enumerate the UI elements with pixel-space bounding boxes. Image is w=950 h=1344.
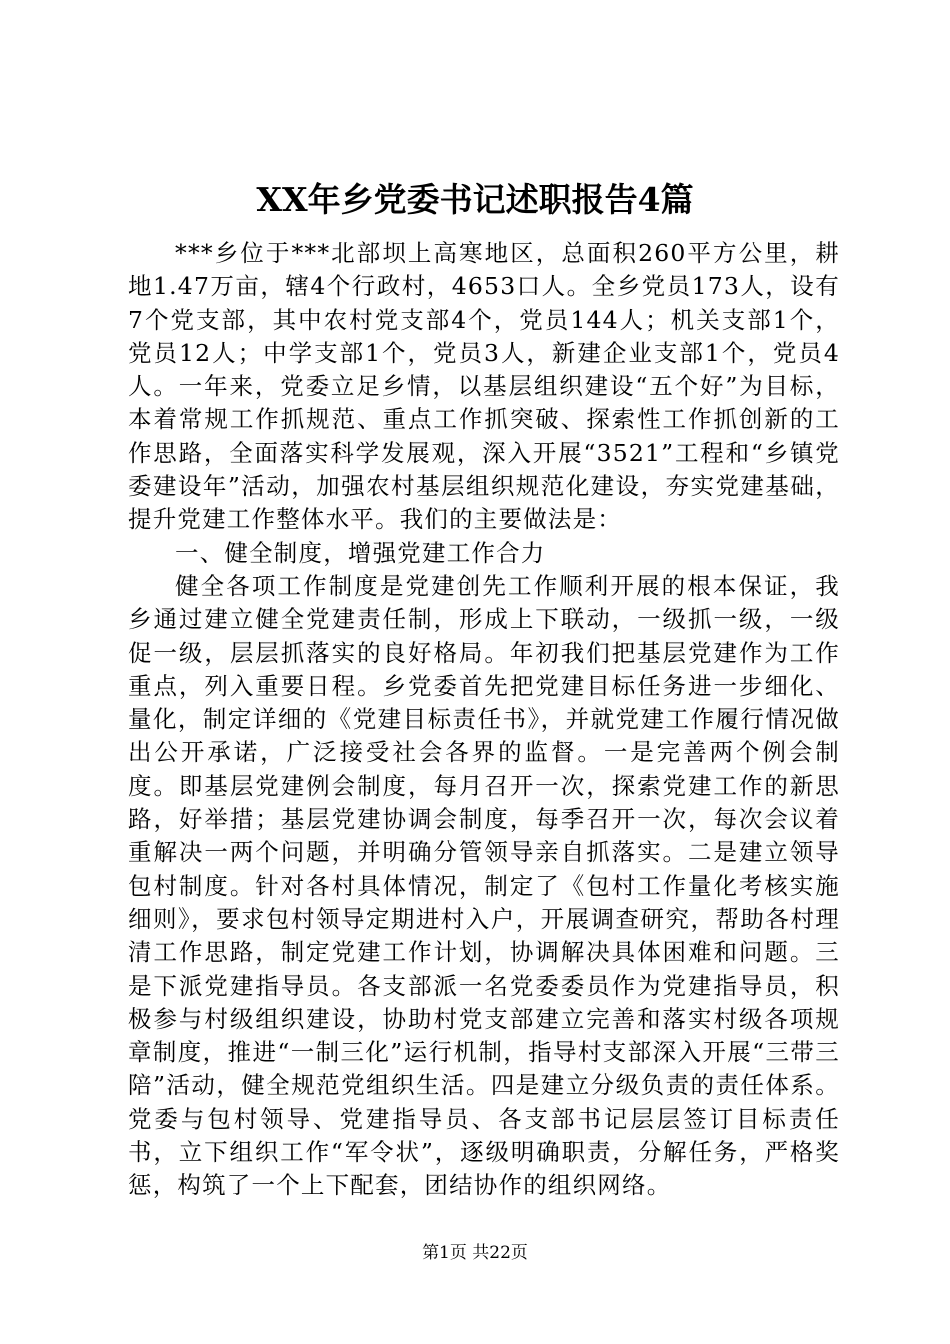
- document-title: XX年乡党委书记述职报告4篇: [256, 180, 694, 219]
- page-footer: 第1页 共22页: [422, 1243, 528, 1263]
- intro-paragraph: ***乡位于***北部坝上高寒地区，总面积260平方公里，耕地1.47万亩，辖4个行政村，4653口人。全乡党员173人，设有7个党支部，其中农村党支部4个，党员144人；机关支部1个，党员12人；中学支部1个，党员3人，新建企业支部1个，党员4人。一年来，党委立足乡情，以基层组织建设“五个好”为目标，本着常规工作抓规范、重点工作抓突破、探索性工作抓创新的工作思路，全面落实科学发展观，深入开展“3521”工程和“乡镇党委建设年”活动，加强农村基层组织规范化建设，夯实党建基础，提升党建工作整体水平。我们的主要做法是：: [128, 239, 840, 534]
- section-heading: 一、健全制度，增强党建工作合力: [175, 538, 546, 567]
- section-paragraph: 健全各项工作制度是党建创先工作顺利开展的根本保证，我乡通过建立健全党建责任制，形成上下联动，一级抓一级，一级促一级，层层抓落实的良好格局。年初我们把基层党建作为工作重点，列入重要日程。乡党委首先把党建目标任务进一步细化、量化，制定详细的《党建目标责任书》，并就党建工作履行情况做出公开承诺，广泛接受社会各界的监督。一是完善两个例会制度。即基层党建例会制度，每月召开一次，探索党建工作的新思路，好举措；基层党建协调会制度，每季召开一次，每次会议着重解决一两个问题，并明确分管领导亲自抓落实。二是建立领导包村制度。针对各村具体情况，制定了《包村工作量化考核实施细则》，要求包村领导定期进村入户，开展调查研究，帮助各村理清工作思路，制定党建工作计划，协调解决具体困难和问题。三是下派党建指导员。各支部派一名党委委员作为党建指导员，积极参与村级组织建设，协助村党支部建立完善和落实村级各项规章制度，推进“一制三化”运行机制，指导村支部深入开展“三带三陪”活动，健全规范党组织生活。四是建立分级负责的责任体系。党委与包村领导、党建指导员、各支部书记层层签订目标责任书，立下组织工作“军令状”，逐级明确职责，分解任务，严格奖惩，构筑了一个上下配套，团结协作的组织网络。: [128, 571, 840, 1200]
- document-body: [128, 237, 840, 1203]
